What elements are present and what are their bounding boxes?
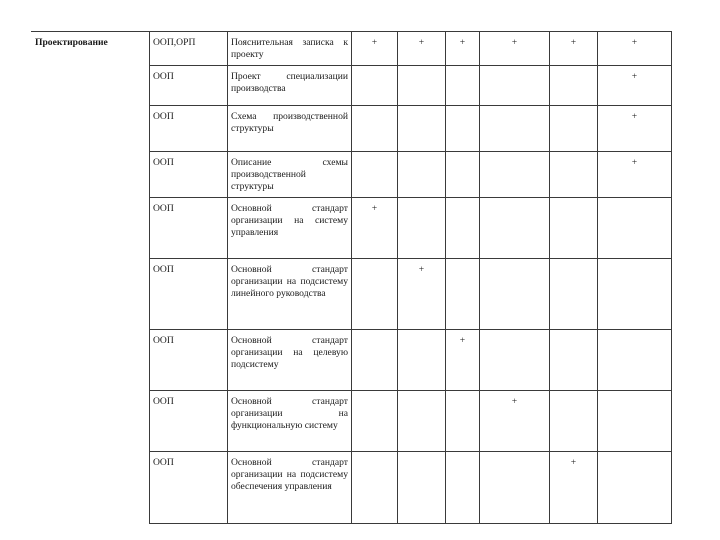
org-cell: ООП xyxy=(150,66,228,106)
mark-cell xyxy=(550,106,598,152)
org-cell: ООП xyxy=(150,391,228,452)
mark-cell xyxy=(598,452,672,524)
mark-cell: + xyxy=(352,198,398,259)
mark-cell xyxy=(398,152,446,198)
mark-cell xyxy=(398,198,446,259)
mark-cell: + xyxy=(398,259,446,330)
mark-cell xyxy=(352,66,398,106)
mark-cell xyxy=(550,152,598,198)
mark-cell xyxy=(398,106,446,152)
mark-cell xyxy=(398,391,446,452)
mark-cell xyxy=(480,106,550,152)
org-cell: ООП xyxy=(150,198,228,259)
mark-cell: + xyxy=(480,32,550,66)
document-name-cell: Основной стандарт организации на функциональную систему xyxy=(228,391,352,452)
table-row xyxy=(32,32,672,66)
mark-cell xyxy=(352,391,398,452)
mark-cell xyxy=(480,259,550,330)
mark-cell xyxy=(352,106,398,152)
mark-cell xyxy=(446,198,480,259)
mark-cell xyxy=(446,391,480,452)
document-table xyxy=(31,31,672,524)
mark-cell xyxy=(352,452,398,524)
mark-cell xyxy=(398,330,446,391)
org-cell: ООП,ОРП xyxy=(150,32,228,66)
mark-cell: + xyxy=(446,32,480,66)
mark-cell xyxy=(480,198,550,259)
mark-cell xyxy=(446,152,480,198)
org-cell: ООП xyxy=(150,452,228,524)
mark-cell: + xyxy=(598,66,672,106)
mark-cell xyxy=(598,391,672,452)
mark-cell: + xyxy=(550,452,598,524)
mark-cell: + xyxy=(480,391,550,452)
table-body xyxy=(32,32,672,524)
document-name-cell: Основной стандарт организации на подсистему обеспечения управления xyxy=(228,452,352,524)
org-cell: ООП xyxy=(150,106,228,152)
mark-cell: + xyxy=(598,106,672,152)
mark-cell xyxy=(480,152,550,198)
document-name-cell: Схема производственной структуры xyxy=(228,106,352,152)
mark-cell xyxy=(352,330,398,391)
document-name-cell: Основной стандарт организации на целевую подсистему xyxy=(228,330,352,391)
mark-cell: + xyxy=(598,152,672,198)
mark-cell xyxy=(550,198,598,259)
mark-cell xyxy=(598,198,672,259)
document-name-cell: Пояснительная записка к проекту xyxy=(228,32,352,66)
mark-cell: + xyxy=(398,32,446,66)
phase-cell: Проектирование xyxy=(32,32,150,524)
org-cell: ООП xyxy=(150,152,228,198)
mark-cell xyxy=(398,66,446,106)
mark-cell xyxy=(446,259,480,330)
mark-cell xyxy=(398,452,446,524)
mark-cell xyxy=(446,66,480,106)
org-cell: ООП xyxy=(150,259,228,330)
mark-cell: + xyxy=(598,32,672,66)
mark-cell xyxy=(446,106,480,152)
mark-cell: + xyxy=(352,32,398,66)
document-name-cell: Основной стандарт организации на подсистему линейного руководства xyxy=(228,259,352,330)
mark-cell: + xyxy=(550,32,598,66)
mark-cell xyxy=(598,330,672,391)
mark-cell xyxy=(480,66,550,106)
mark-cell xyxy=(480,330,550,391)
mark-cell xyxy=(480,452,550,524)
document-name-cell: Основной стандарт организации на систему управления xyxy=(228,198,352,259)
mark-cell xyxy=(352,152,398,198)
mark-cell xyxy=(446,452,480,524)
document-name-cell: Проект специализации производства xyxy=(228,66,352,106)
mark-cell xyxy=(550,66,598,106)
mark-cell xyxy=(598,259,672,330)
mark-cell xyxy=(352,259,398,330)
mark-cell xyxy=(550,259,598,330)
mark-cell: + xyxy=(446,330,480,391)
org-cell: ООП xyxy=(150,330,228,391)
document-name-cell: Описание схемы производственной структуры xyxy=(228,152,352,198)
mark-cell xyxy=(550,391,598,452)
mark-cell xyxy=(550,330,598,391)
